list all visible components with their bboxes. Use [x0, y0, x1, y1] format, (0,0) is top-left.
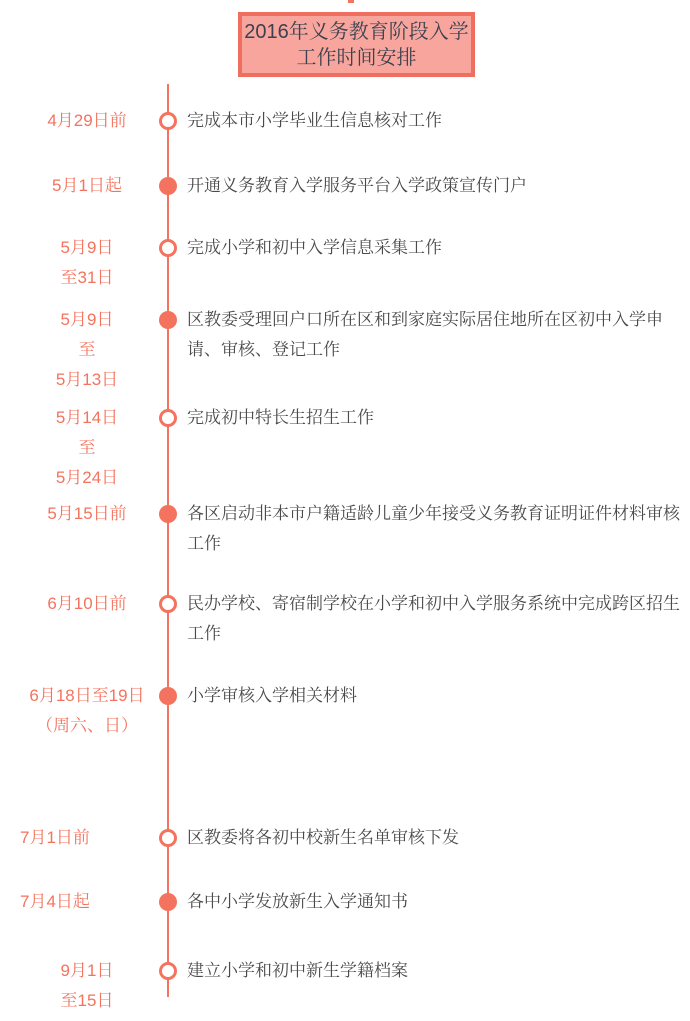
item-text [187, 956, 681, 986]
item-date [12, 681, 162, 741]
item-date [12, 589, 162, 619]
hollow-circle-marker [159, 112, 177, 130]
item-date [12, 499, 162, 529]
item-text [187, 823, 681, 853]
item-text [187, 106, 681, 136]
item-text [187, 499, 681, 559]
item-text-line: 完成本市小学毕业生信息核对工作 [187, 111, 442, 130]
item-date-line: 7月1日前 [20, 828, 90, 847]
item-date [12, 233, 162, 293]
item-date-line: 5月13日 [55, 370, 119, 389]
item-date-line: 至31日 [60, 268, 114, 287]
item-text-line: 建立小学和初中新生学籍档案 [187, 961, 408, 980]
hollow-circle-marker [159, 595, 177, 613]
item-date-line: 5月15日前 [47, 504, 127, 523]
item-text [187, 305, 681, 365]
title-line-1: 2016年义务教育阶段入学 [244, 21, 469, 43]
title-line-2: 工作时间安排 [296, 47, 417, 69]
item-date-line: 5月9日 [60, 238, 114, 257]
item-text-line: 各中小学发放新生入学通知书 [187, 892, 408, 911]
item-text-line: 工作 [187, 534, 221, 553]
hollow-circle-marker [159, 829, 177, 847]
item-text-line: 区教委受理回户口所在区和到家庭实际居住地所在区初中入学申 [187, 310, 663, 329]
item-text [187, 171, 681, 201]
item-date-line: 6月18日至19日 [29, 686, 145, 705]
item-date-line: 至 [78, 340, 96, 359]
item-date-line: 至 [78, 438, 96, 457]
timeline-axis [167, 84, 169, 997]
item-text [187, 681, 681, 711]
item-text-line: 完成初中特长生招生工作 [187, 408, 374, 427]
title-box [238, 12, 475, 77]
item-text [187, 887, 681, 917]
item-date-line: 7月4日起 [20, 892, 90, 911]
item-text-line: 区教委将各初中校新生名单审核下发 [187, 828, 459, 847]
item-date [12, 305, 162, 395]
item-date-line: 6月10日前 [47, 594, 127, 613]
item-date-line: 5月24日 [55, 468, 119, 487]
item-text-line: 完成小学和初中入学信息采集工作 [187, 238, 442, 257]
hollow-circle-marker [159, 409, 177, 427]
item-text [187, 403, 681, 433]
item-text-line: 工作 [187, 624, 221, 643]
item-text [187, 233, 681, 263]
item-date-line: 4月29日前 [47, 111, 127, 130]
filled-circle-marker [159, 505, 177, 523]
item-date [12, 171, 162, 201]
filled-circle-marker [159, 893, 177, 911]
item-text-line: 请、审核、登记工作 [187, 340, 340, 359]
item-text-line: 各区启动非本市户籍适龄儿童少年接受义务教育证明证件材料审核 [187, 504, 680, 523]
item-date [12, 106, 162, 136]
item-text-line: 民办学校、寄宿制学校在小学和初中入学服务系统中完成跨区招生 [187, 594, 680, 613]
item-date-line: 5月14日 [55, 408, 119, 427]
item-text-line: 开通义务教育入学服务平台入学政策宣传门户 [187, 176, 527, 195]
item-date [12, 956, 162, 1016]
item-date-line: 5月9日 [60, 310, 114, 329]
filled-circle-marker [159, 687, 177, 705]
item-date [12, 823, 162, 853]
item-date-line: 至15日 [60, 991, 114, 1010]
hollow-circle-marker [159, 962, 177, 980]
item-date-line: （周六、日） [36, 716, 138, 735]
item-text [187, 589, 681, 649]
hollow-circle-marker [159, 239, 177, 257]
filled-circle-marker [159, 311, 177, 329]
item-date [12, 403, 162, 493]
item-text-line: 小学审核入学相关材料 [187, 686, 357, 705]
item-date-line: 9月1日 [60, 961, 114, 980]
top-edge-mark [348, 0, 354, 3]
item-date [12, 887, 162, 917]
filled-circle-marker [159, 177, 177, 195]
item-date-line: 5月1日起 [52, 176, 122, 195]
